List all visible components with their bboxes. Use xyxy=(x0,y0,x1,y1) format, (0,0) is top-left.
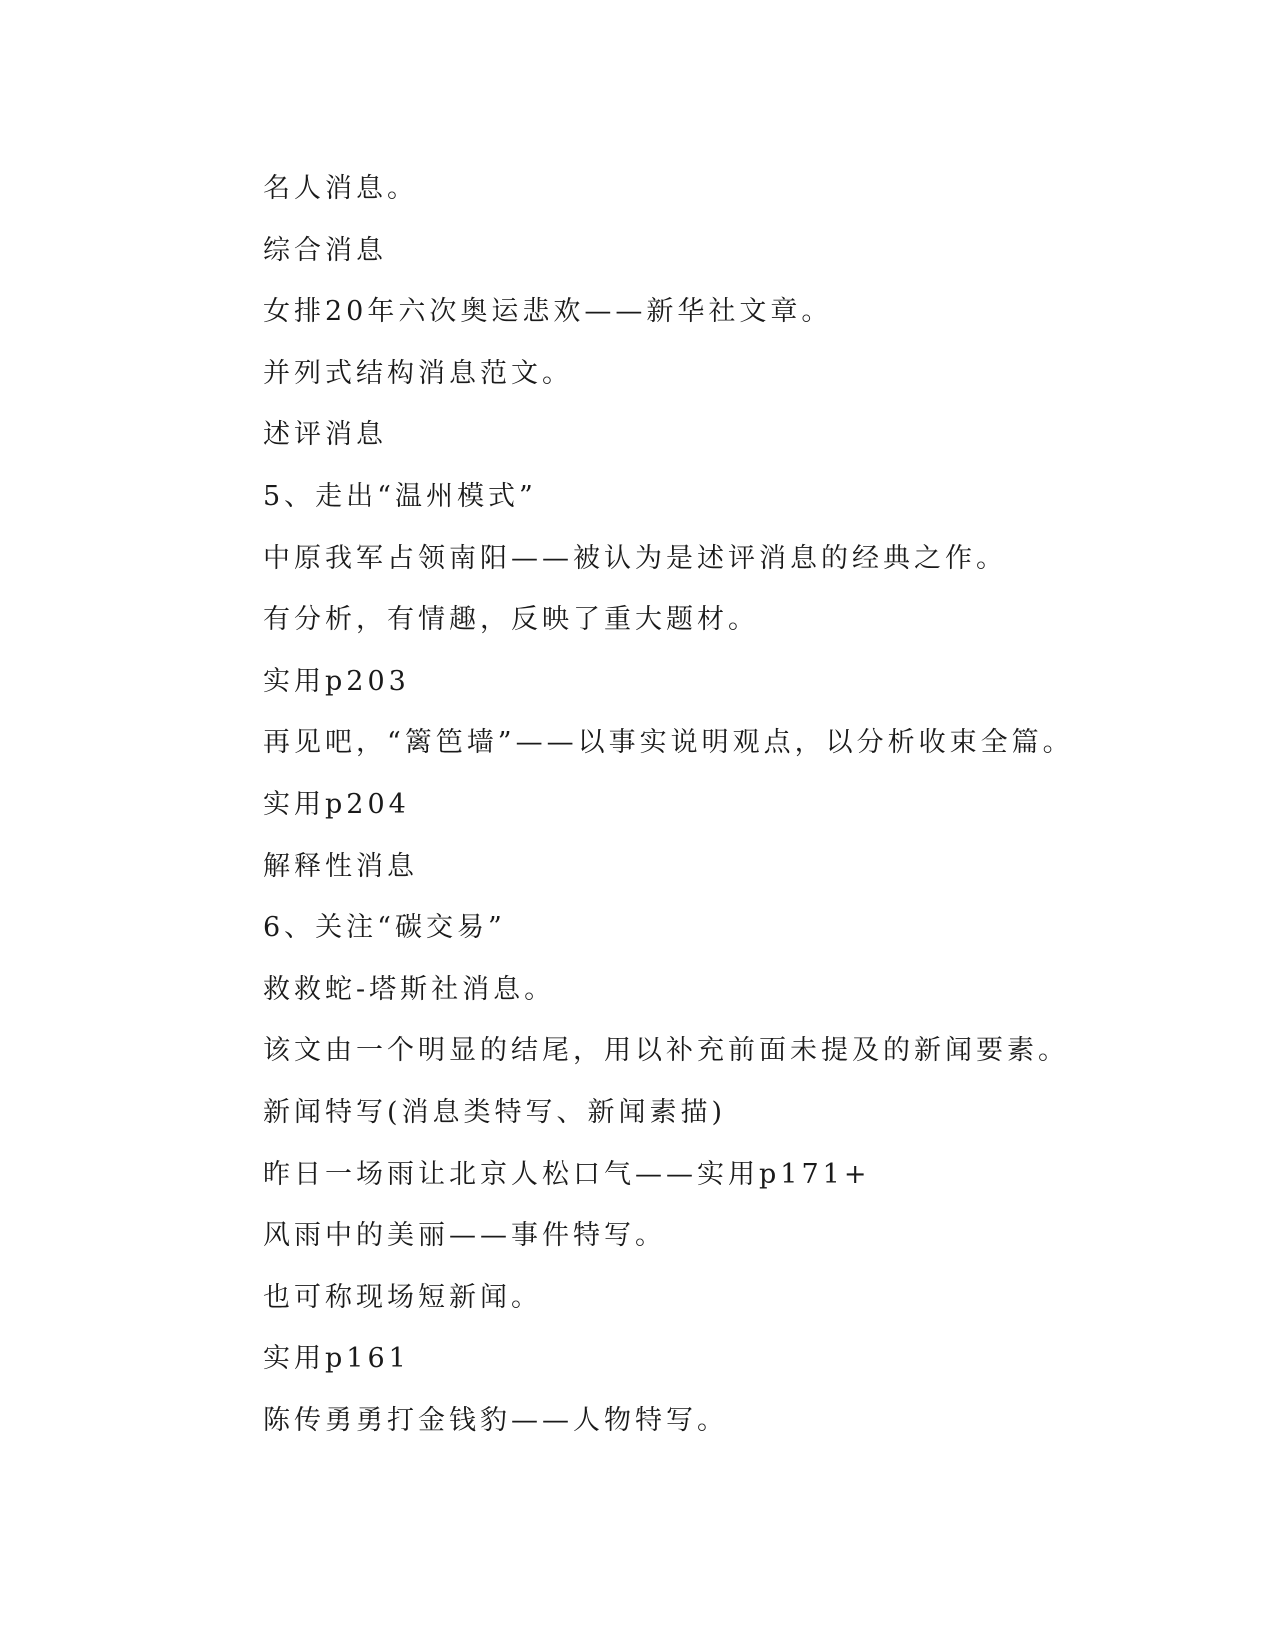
text-line: 救救蛇-塔斯社消息。 xyxy=(263,973,556,1005)
text-line: 并列式结构消息范文。 xyxy=(263,357,573,389)
text-line: 风雨中的美丽——事件特写。 xyxy=(263,1220,666,1252)
text-line: 陈传勇勇打金钱豹——人物特写。 xyxy=(263,1404,728,1436)
text-line: 中原我军占领南阳——被认为是述评消息的经典之作。 xyxy=(263,542,1007,574)
text-line: 实用p161 xyxy=(263,1343,410,1375)
text-line: 该文由一个明显的结尾，用以补充前面未提及的新闻要素。 xyxy=(263,1035,1069,1067)
text-line: 5、走出“温州模式” xyxy=(263,480,537,512)
text-line: 综合消息 xyxy=(263,234,387,266)
text-line: 有分析，有情趣，反映了重大题材。 xyxy=(263,604,759,636)
text-line: 再见吧，“篱笆墙”——以事实说明观点，以分析收束全篇。 xyxy=(263,727,1074,759)
text-line: 女排20年六次奥运悲欢——新华社文章。 xyxy=(263,296,833,328)
text-line: 新闻特写(消息类特写、新闻素描) xyxy=(263,1096,727,1128)
text-line: 述评消息 xyxy=(263,419,387,451)
document-body xyxy=(263,158,1143,1451)
text-line: 名人消息。 xyxy=(263,173,418,204)
text-line: 解释性消息 xyxy=(263,850,418,882)
text-line: 6、关注“碳交易” xyxy=(263,912,506,944)
text-line: 实用p204 xyxy=(263,788,410,820)
text-line: 也可称现场短新闻。 xyxy=(263,1281,542,1313)
text-line: 实用p203 xyxy=(263,665,410,697)
text-line: 昨日一场雨让北京人松口气——实用p171+ xyxy=(263,1158,871,1190)
